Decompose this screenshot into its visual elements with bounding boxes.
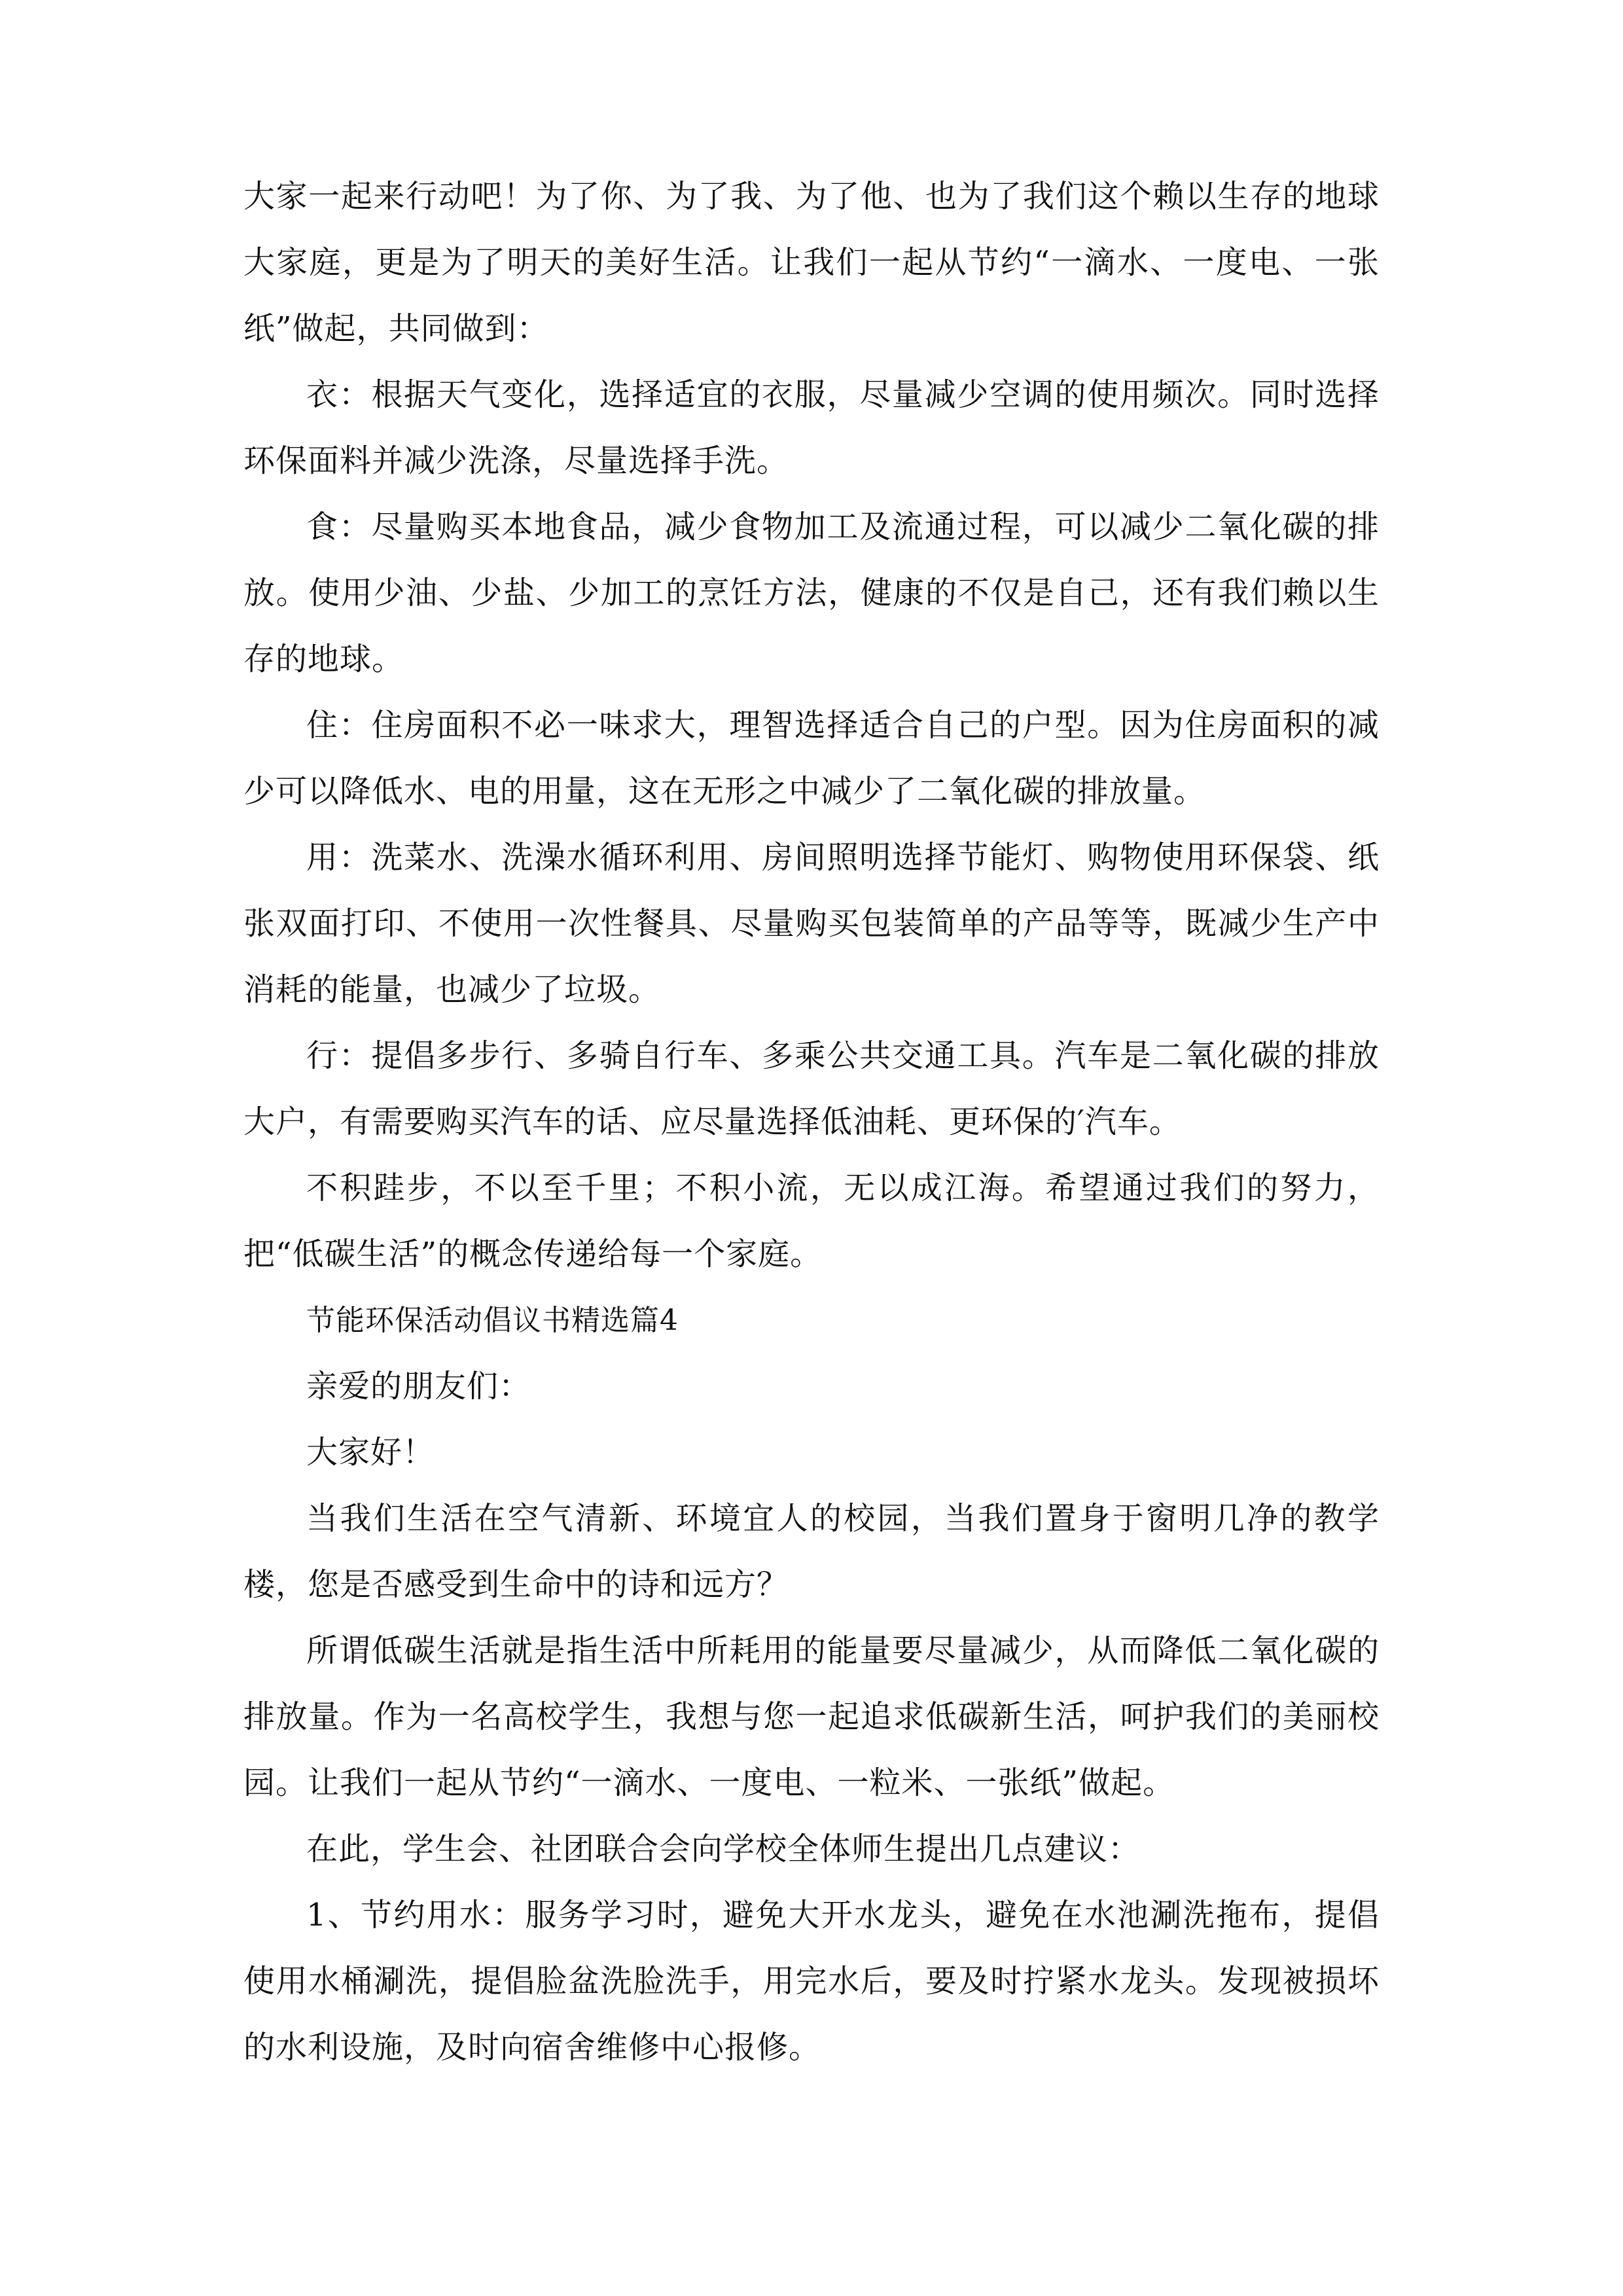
paragraph-conclusion: 不积跬步，不以至千里；不积小流，无以成江海。希望通过我们的努力，把“低碳生活”的概念传递给每一个家庭。 bbox=[243, 1170, 1380, 1272]
paragraph-travel: 行：提倡多步行、多骑自行车、多乘公共交通工具。汽车是二氧化碳的排放大户，有需要购买汽车的话、应尽量选择低油耗、更环保的′汽车。 bbox=[243, 1037, 1380, 1140]
greeting: 大家好！ bbox=[306, 1434, 435, 1471]
paragraph-suggestion-water: 1、节约用水：服务学习时，避免大开水龙头，避免在水池涮洗拖布，提倡使用水桶涮洗，提倡脸盆洗脸洗手，用完水后，要及时拧紧水龙头。发现被损坏的水利设施，及时向宿舍维修中心报修。 bbox=[243, 1897, 1380, 2066]
section-title: 节能环保活动倡议书精选篇4 bbox=[306, 1304, 679, 1337]
paragraph-call-to-action: 大家一起来行动吧！为了你、为了我、为了他、也为了我们这个赖以生存的地球大家庭，更是为了明天的美好生活。让我们一起从节约“一滴水、一度电、一张纸”做起，共同做到： bbox=[243, 178, 1380, 347]
paragraph-food: 食：尽量购买本地食品，减少食物加工及流通过程，可以减少二氧化碳的排放。使用少油、少盐、少加工的烹饪方法，健康的不仅是自己，还有我们赖以生存的地球。 bbox=[243, 509, 1380, 677]
paragraph-usage: 用：洗菜水、洗澡水循环利用、房间照明选择节能灯、购物使用环保袋、纸张双面打印、不使用一次性餐具、尽量购买包装简单的产品等等，既减少生产中消耗的能量，也减少了垃圾。 bbox=[243, 839, 1380, 1008]
document-body bbox=[243, 164, 1380, 2081]
paragraph-low-carbon-definition: 所谓低碳生活就是指生活中所耗用的能量要尽量减少，从而降低二氧化碳的排放量。作为一名高校学生，我想与您一起追求低碳新生活，呵护我们的美丽校园。让我们一起从节约“一滴水、一度电、一粒米、一张纸”做起。 bbox=[243, 1632, 1380, 1801]
paragraph-suggestions-intro: 在此，学生会、社团联合会向学校全体师生提出几点建议： bbox=[306, 1831, 1141, 1867]
salutation: 亲爱的朋友们： bbox=[306, 1368, 531, 1405]
paragraph-housing: 住：住房面积不必一味求大，理智选择适合自己的户型。因为住房面积的减少可以降低水、电的用量，这在无形之中减少了二氧化碳的排放量。 bbox=[243, 707, 1380, 810]
paragraph-clothing: 衣：根据天气变化，选择适宜的衣服，尽量减少空调的使用频次。同时选择环保面料并减少洗涤，尽量选择手洗。 bbox=[243, 376, 1380, 479]
paragraph-campus: 当我们生活在空气清新、环境宜人的校园，当我们置身于窗明几净的教学楼，您是否感受到生命中的诗和远方？ bbox=[243, 1500, 1380, 1603]
